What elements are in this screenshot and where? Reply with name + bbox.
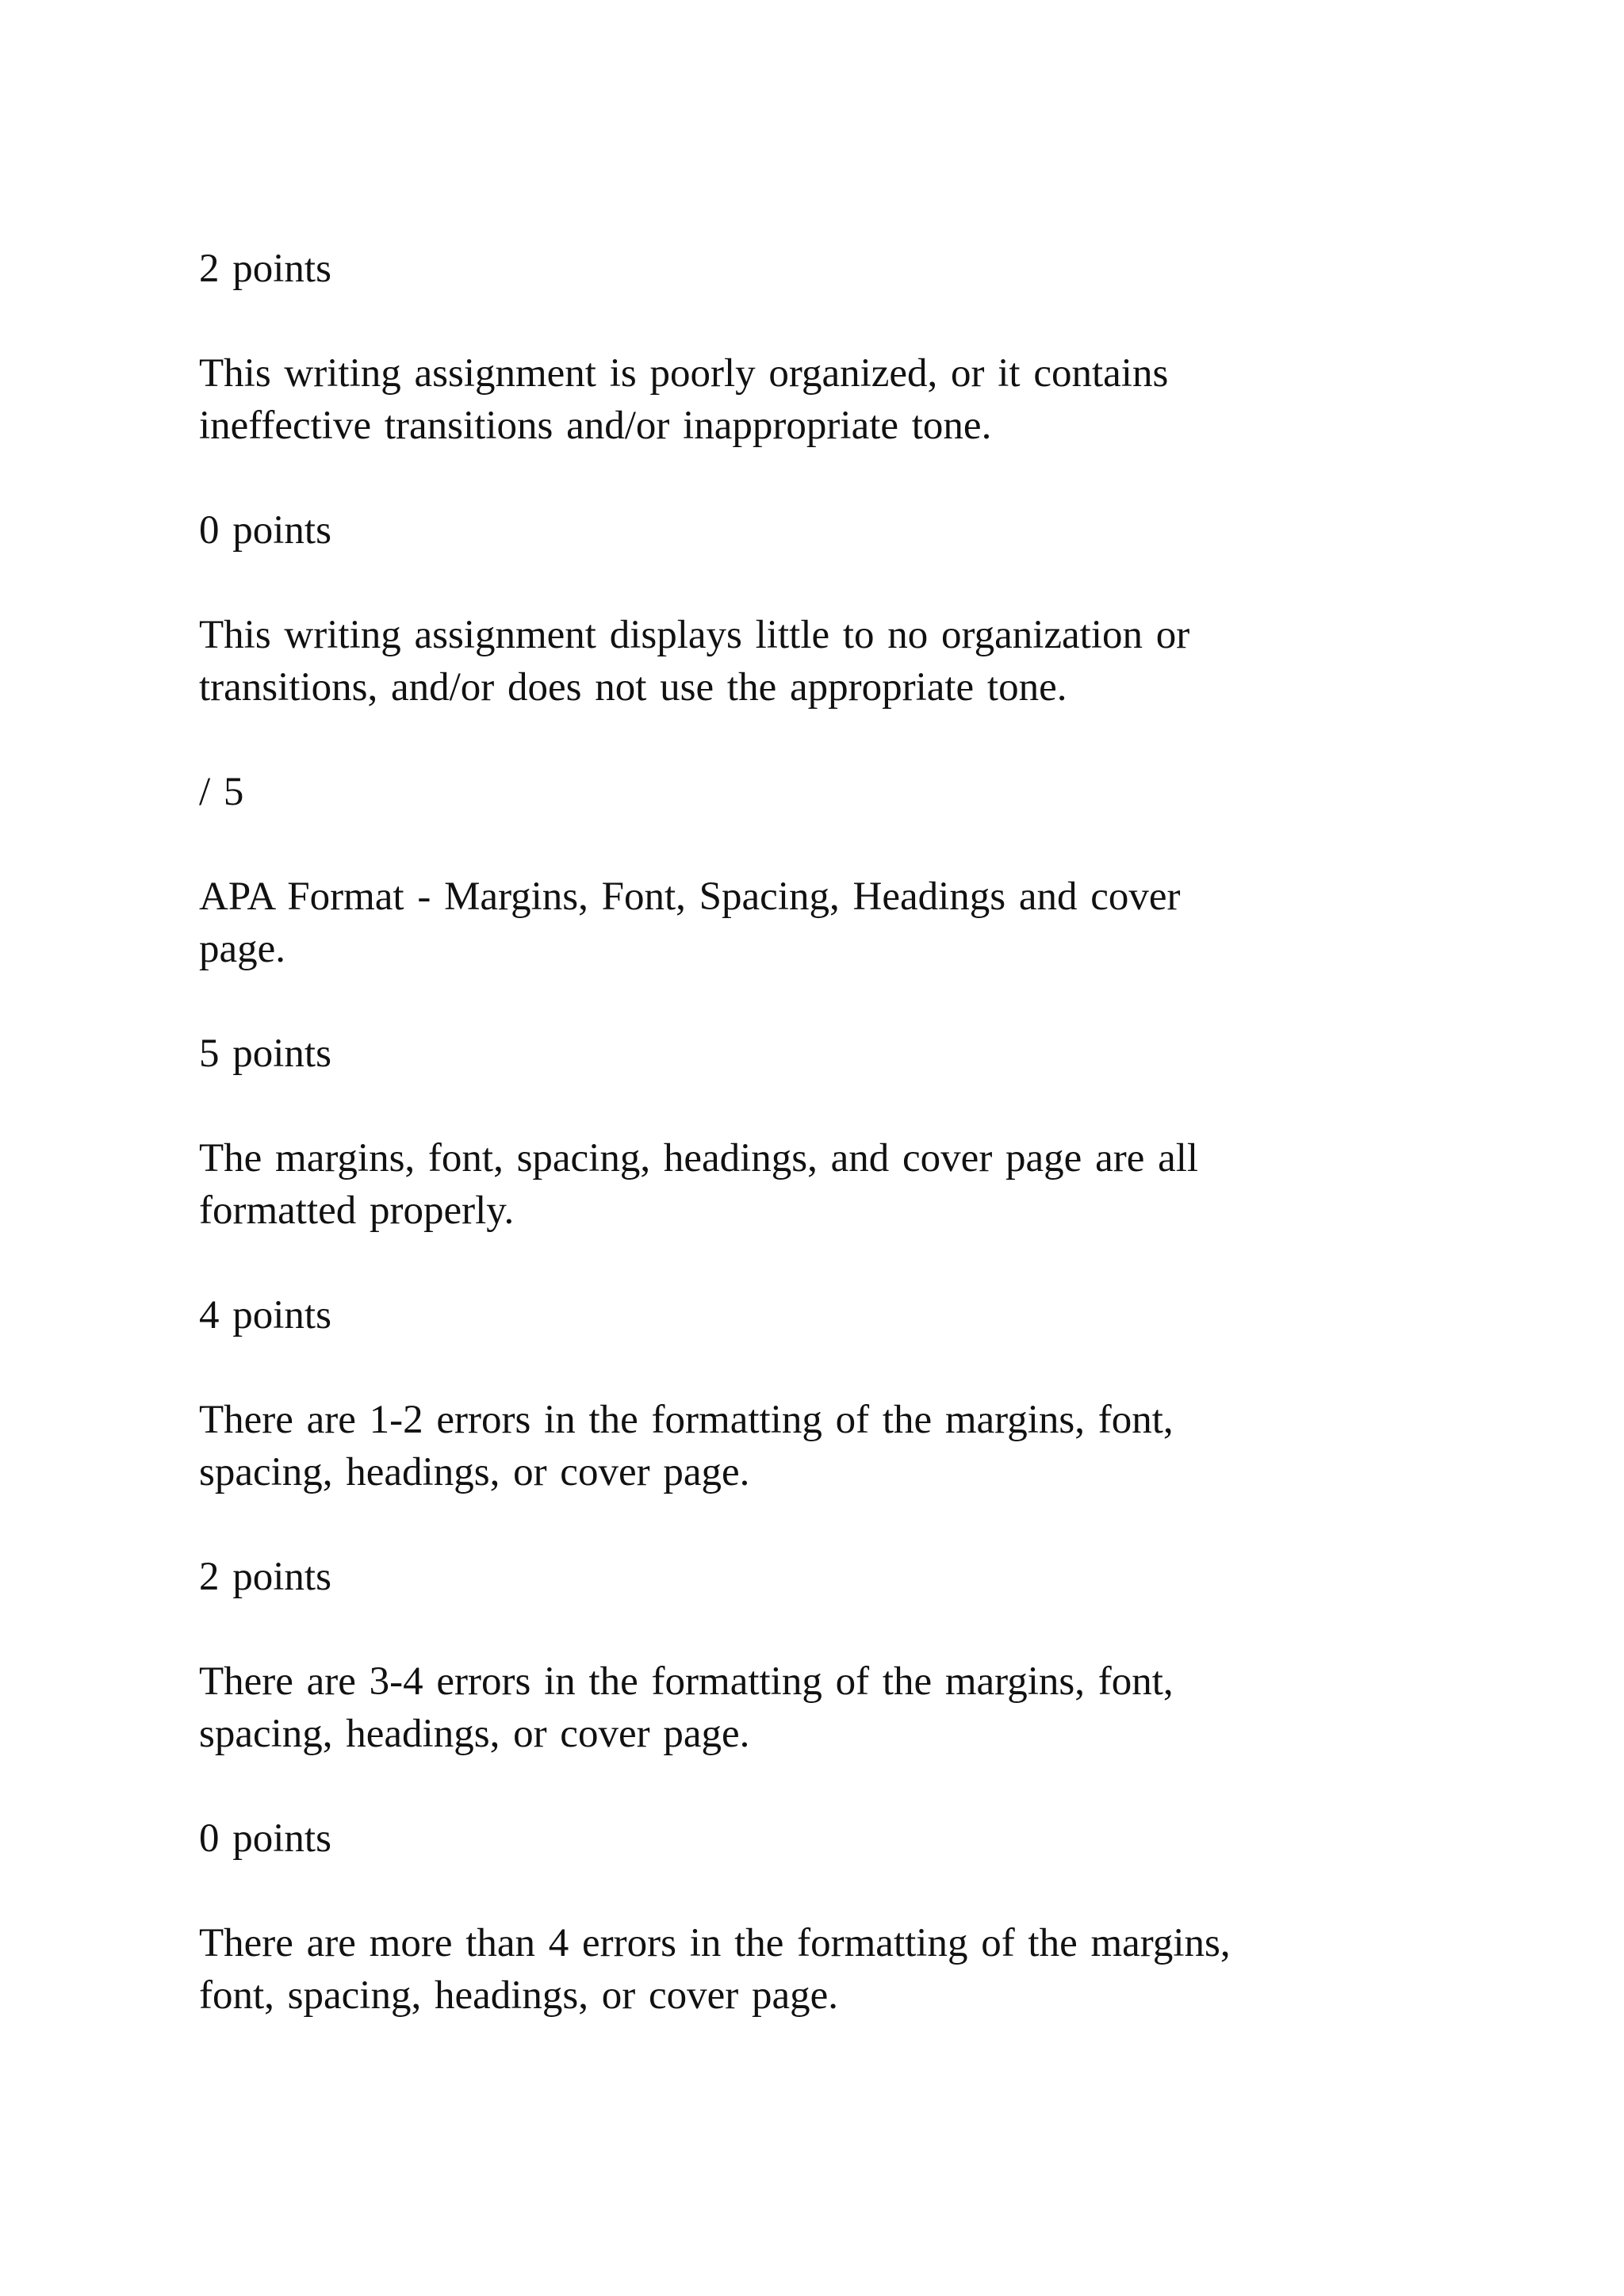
score-total: / 5 [199,770,244,814]
rubric-description: There are 1-2 errors in the formatting of the margins, font, spacing, headings, or cover page. [199,1398,1174,1494]
points-label: 0 points [199,1816,331,1861]
rubric-description: There are more than 4 errors in the formatting of the margins, font, spacing, headings, or cover page. [199,1921,1231,2018]
points-label: 4 points [199,1293,331,1337]
rubric-description: This writing assignment displays little to no organization or transitions, and/or does not use the appropriate tone. [199,613,1190,710]
points-label: 5 points [199,1031,331,1076]
rubric-description: There are 3-4 errors in the formatting of the margins, font, spacing, headings, or cover page. [199,1659,1174,1756]
rubric-description: The margins, font, spacing, headings, and cover page are all formatted properly. [199,1136,1199,1233]
points-label: 2 points [199,1555,331,1599]
points-label: 0 points [199,508,331,553]
rubric-text [199,243,1436,2074]
criterion-title: APA Format - Margins, Font, Spacing, Headings and cover page. [199,874,1181,971]
points-label: 2 points [199,247,331,291]
rubric-description: This writing assignment is poorly organized, or it contains ineffective transitions and/or inappropriate tone. [199,351,1169,448]
